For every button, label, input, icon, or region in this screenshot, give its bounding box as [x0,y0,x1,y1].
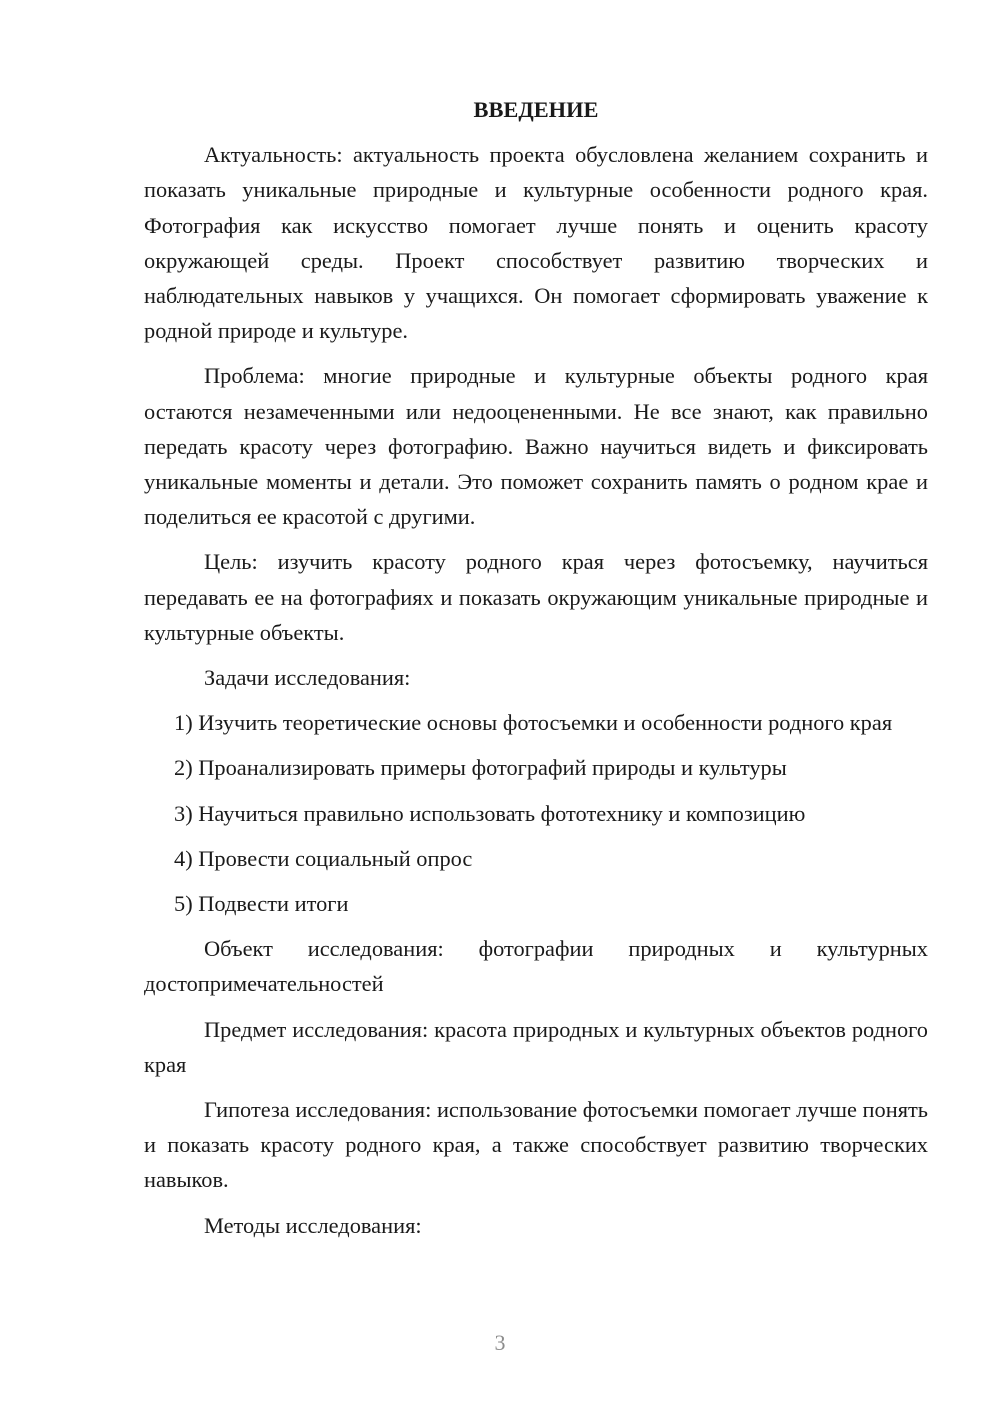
task-item-2: 2) Проанализировать примеры фотографий природы и культуры [174,755,787,781]
page-title: ВВЕДЕНИЕ [473,97,599,122]
paragraph-tasks-heading: Задачи исследования: [204,665,411,691]
page-number: 3 [494,1330,506,1355]
task-item-4: 4) Провести социальный опрос [174,845,473,871]
task-item-5: 5) Подвести итоги [174,891,349,917]
paragraph-subject: Предмет исследования: красота природных и культурных объектов родного края [144,1016,928,1077]
paragraph-methods: Методы исследования: [204,1212,422,1238]
task-item-3: 3) Научиться правильно использовать фототехнику и композицию [174,800,806,826]
task-item-1: 1) Изучить теоретические основы фотосъемки и особенности родного края [174,710,893,736]
paragraph-hypothesis: Гипотеза исследования: использование фотосъемки помогает лучше понять и показать красоту родного края, а также способствует развитию творческих навыков. [144,1097,928,1193]
paragraph-object: Объект исследования: фотографии природных и культурных достопримечательностей [144,936,928,997]
paragraph-relevance: Актуальность: актуальность проекта обусловлена желанием сохранить и показать уникальные природные и культурные особенности родного края. Фотография как искусство помогает лучше понять и оценить красоту окружающей среды. Проект способствует развитию творческих и наблюдательных навыков у учащихся. Он помогает сформировать уважение к родной природе и культуре. [144,142,928,344]
paragraph-problem: Проблема: многие природные и культурные объекты родного края остаются незамеченными или недооцененными. Не все знают, как правильно передать красоту через фотографию. Важно научиться видеть и фиксировать уникальные моменты и детали. Это поможет сохранить память о родном крае и поделиться ее красотой с другими. [144,363,928,530]
paragraph-goal: Цель: изучить красоту родного края через фотосъемку, научиться передавать ее на фотографиях и показать окружающим уникальные природные и культурные объекты. [144,549,928,645]
document-body [144,92,928,1253]
